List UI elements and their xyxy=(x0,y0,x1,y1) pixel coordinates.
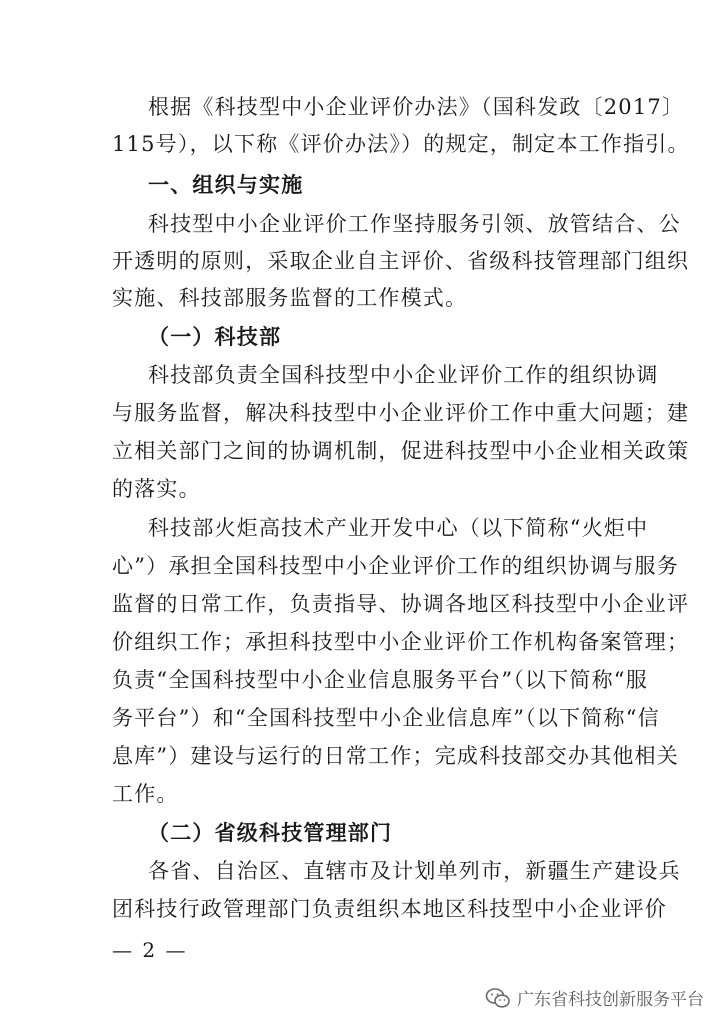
subsection-heading: （一）科技部 xyxy=(148,325,282,349)
paragraph-line: 与服务监督，解决科技型中小企业评价工作中重大问题；建 xyxy=(112,401,690,425)
paragraph-line: 的落实。 xyxy=(112,477,201,501)
paragraph-line: 息库”）建设与运行的日常工作；完成科技部交办其他相关 xyxy=(112,744,679,768)
section-heading: 一、组织与实施 xyxy=(148,173,304,197)
paragraph-line: 开透明的原则，采取企业自主评价、省级科技管理部门组织 xyxy=(112,249,690,273)
paragraph-line: 115号），以下称《评价办法》）的规定，制定本工作指引。 xyxy=(112,132,690,156)
paragraph-line: 实施、科技部服务监督的工作模式。 xyxy=(112,286,468,310)
page-number: — 2 — xyxy=(112,938,188,962)
paragraph-line: 科技部负责全国科技型中小企业评价工作的组织协调 xyxy=(148,363,659,387)
paragraph-line: 团科技行政管理部门负责组织本地区科技型中小企业评价 xyxy=(112,897,667,921)
paragraph-line: 科技型中小企业评价工作坚持服务引领、放管结合、公 xyxy=(148,212,681,236)
paragraph-line: 根据《科技型中小企业评价办法》（国科发政〔2017〕 xyxy=(148,95,685,119)
paragraph-line: 立相关部门之间的协调机制，促进科技型中小企业相关政策 xyxy=(112,439,690,463)
watermark-text: 广东省科技创新服务平台 xyxy=(517,990,704,1010)
paragraph-line: 负责“全国科技型中小企业信息服务平台”（以下简称“服 xyxy=(112,668,648,692)
wechat-icon xyxy=(485,987,511,1009)
paragraph-line: 监督的日常工作，负责指导、协调各地区科技型中小企业评 xyxy=(112,592,690,616)
paragraph-line: 各省、自治区、直辖市及计划单列市，新疆生产建设兵 xyxy=(148,859,681,883)
paragraph-line: 价组织工作；承担科技型中小企业评价工作机构备案管理； xyxy=(112,630,690,654)
watermark xyxy=(485,985,704,1010)
paragraph-line: 务平台”）和“全国科技型中小企业信息库”（以下简称“信 xyxy=(112,706,660,730)
paragraph-line: 科技部火炬高技术产业开发中心（以下简称“火炬中 xyxy=(148,516,649,540)
paragraph-line: 心”）承担全国科技型中小企业评价工作的组织协调与服务 xyxy=(112,554,679,578)
paragraph-line: 工作。 xyxy=(112,782,179,806)
subsection-heading: （二）省级科技管理部门 xyxy=(148,821,393,845)
